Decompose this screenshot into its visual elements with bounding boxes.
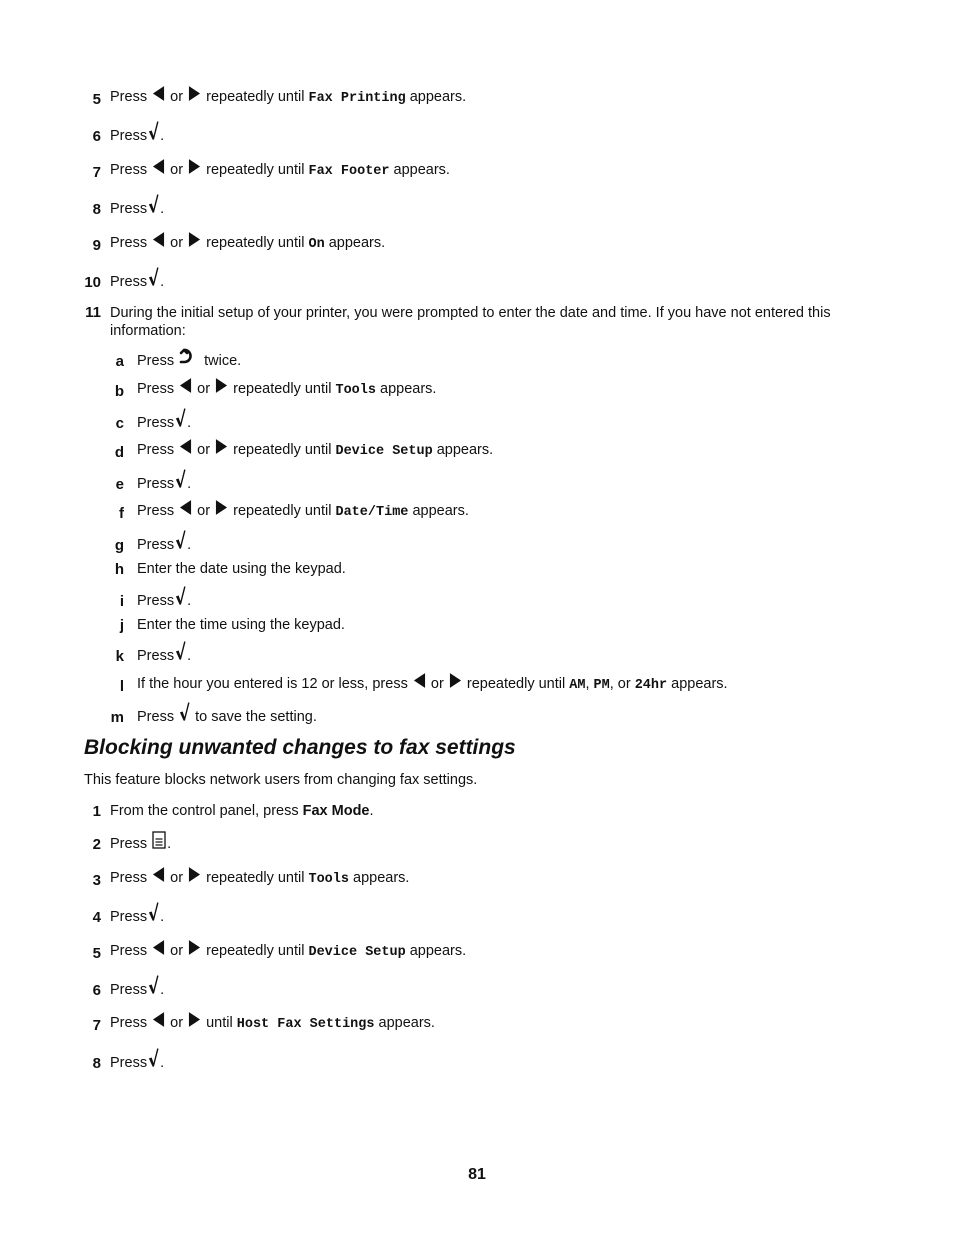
step-text: From the control panel, press Fax Mode. bbox=[110, 803, 374, 819]
checkmark-icon bbox=[148, 974, 159, 995]
step-text: Press or repeatedly until Tools appears. bbox=[110, 866, 409, 889]
step-number: 9 bbox=[92, 237, 101, 254]
left-arrow-icon bbox=[152, 939, 165, 956]
step-number: 5 bbox=[92, 945, 101, 962]
step-text: Press or repeatedly until Fax Printing appears. bbox=[110, 85, 466, 108]
step-text: Press . bbox=[110, 831, 171, 853]
substep-text: Press . bbox=[137, 468, 191, 493]
substep-letter: h bbox=[114, 561, 124, 578]
menu-item-name: PM bbox=[593, 678, 610, 693]
substep-text: Press or repeatedly until Date/Time appears. bbox=[137, 499, 469, 522]
step-number: 1 bbox=[92, 803, 101, 820]
substep-letter: d bbox=[114, 444, 124, 461]
left-arrow-icon bbox=[152, 231, 165, 248]
checkmark-icon bbox=[175, 468, 186, 489]
menu-item-name: Tools bbox=[308, 872, 349, 887]
substep-text: Press to save the setting. bbox=[137, 701, 317, 726]
substep-letter: g bbox=[114, 537, 124, 554]
substep-text: If the hour you entered is 12 or less, press or repeatedly until AM, PM, or 24hr appears. bbox=[137, 672, 728, 695]
checkmark-icon bbox=[175, 640, 186, 661]
step-text: Press or until Host Fax Settings appears. bbox=[110, 1011, 435, 1034]
right-arrow-icon bbox=[188, 231, 201, 248]
button-name: Fax Mode bbox=[302, 803, 370, 819]
substep-letter: j bbox=[119, 617, 124, 634]
right-arrow-icon bbox=[188, 1011, 201, 1028]
substep-text: Press or repeatedly until Device Setup appears. bbox=[137, 438, 493, 461]
substep-text: Press twice. bbox=[137, 346, 241, 370]
menu-item-name: Device Setup bbox=[335, 444, 433, 459]
left-arrow-icon bbox=[179, 438, 192, 455]
step-number: 8 bbox=[92, 201, 101, 218]
substep-letter: b bbox=[114, 383, 124, 400]
left-arrow-icon bbox=[179, 377, 192, 394]
right-arrow-icon bbox=[449, 672, 462, 689]
menu-item-name: Fax Footer bbox=[308, 164, 390, 179]
right-arrow-icon bbox=[215, 499, 228, 516]
checkmark-icon bbox=[179, 701, 190, 722]
step-number: 6 bbox=[92, 982, 101, 999]
section-heading: Blocking unwanted changes to fax settings bbox=[84, 736, 516, 759]
step-text: Press or repeatedly until Device Setup appears. bbox=[110, 939, 466, 962]
checkmark-icon bbox=[175, 407, 186, 428]
substep-letter: f bbox=[119, 505, 124, 522]
menu-item-name: On bbox=[308, 237, 325, 252]
page-number: 81 bbox=[468, 1166, 486, 1183]
right-arrow-icon bbox=[188, 158, 201, 175]
step-number: 7 bbox=[92, 1017, 101, 1034]
menu-item-name: AM bbox=[569, 678, 586, 693]
substep-text: Press . bbox=[137, 640, 191, 665]
substep-letter: i bbox=[119, 593, 124, 610]
substep-letter: k bbox=[115, 648, 124, 665]
menu-item-name: Tools bbox=[335, 383, 376, 398]
left-arrow-icon bbox=[152, 866, 165, 883]
substep-text: Press . bbox=[137, 407, 191, 432]
left-arrow-icon bbox=[413, 672, 426, 689]
step-number: 2 bbox=[92, 836, 101, 853]
menu-item-name: Fax Printing bbox=[308, 91, 406, 106]
step-text: Press . bbox=[110, 1047, 164, 1072]
checkmark-icon bbox=[148, 266, 159, 287]
right-arrow-icon bbox=[188, 85, 201, 102]
step-text: Press . bbox=[110, 974, 164, 999]
step-number: 11 bbox=[85, 304, 101, 321]
substep-text: Press . bbox=[137, 585, 191, 610]
substep-letter: l bbox=[119, 678, 124, 695]
step-number: 3 bbox=[92, 872, 101, 889]
menu-item-name: Date/Time bbox=[335, 505, 409, 520]
step-number: 7 bbox=[92, 164, 101, 181]
substep-text: Enter the date using the keypad. bbox=[137, 561, 346, 577]
step-text: Press or repeatedly until On appears. bbox=[110, 231, 385, 254]
checkmark-icon bbox=[148, 120, 159, 141]
substep-letter: a bbox=[115, 353, 124, 370]
right-arrow-icon bbox=[215, 377, 228, 394]
menu-item-name: Host Fax Settings bbox=[236, 1017, 375, 1032]
substep-letter: e bbox=[115, 476, 124, 493]
menu-item-name: Device Setup bbox=[308, 945, 406, 960]
left-arrow-icon bbox=[152, 85, 165, 102]
right-arrow-icon bbox=[215, 438, 228, 455]
menu-item-name: 24hr bbox=[634, 678, 668, 693]
substep-text: Enter the time using the keypad. bbox=[137, 617, 345, 633]
right-arrow-icon bbox=[188, 939, 201, 956]
checkmark-icon bbox=[148, 1047, 159, 1068]
step-text: Press . bbox=[110, 120, 164, 145]
substep-letter: c bbox=[115, 415, 124, 432]
substep-letter: m bbox=[110, 709, 124, 726]
step-number: 5 bbox=[92, 91, 101, 108]
step-number: 8 bbox=[92, 1055, 101, 1072]
right-arrow-icon bbox=[188, 866, 201, 883]
step-text: Press or repeatedly until Fax Footer appears. bbox=[110, 158, 450, 181]
checkmark-icon bbox=[148, 193, 159, 214]
step-text: Press . bbox=[110, 193, 164, 218]
left-arrow-icon bbox=[152, 1011, 165, 1028]
left-arrow-icon bbox=[179, 499, 192, 516]
section-intro: This feature blocks network users from changing fax settings. bbox=[84, 772, 478, 788]
substep-text: Press or repeatedly until Tools appears. bbox=[137, 377, 436, 400]
checkmark-icon bbox=[148, 901, 159, 922]
back-icon bbox=[179, 346, 199, 366]
step-text: Press . bbox=[110, 901, 164, 926]
substep-text: Press . bbox=[137, 529, 191, 554]
checkmark-icon bbox=[175, 585, 186, 606]
step-paragraph: During the initial setup of your printer, you were prompted to enter the date and time. If you have not entered this information: bbox=[110, 305, 831, 339]
checkmark-icon bbox=[175, 529, 186, 550]
step-number: 4 bbox=[92, 909, 101, 926]
step-number: 10 bbox=[84, 274, 101, 291]
step-number: 6 bbox=[92, 128, 101, 145]
left-arrow-icon bbox=[152, 158, 165, 175]
step-text: Press . bbox=[110, 266, 164, 291]
menu-icon bbox=[152, 831, 166, 849]
